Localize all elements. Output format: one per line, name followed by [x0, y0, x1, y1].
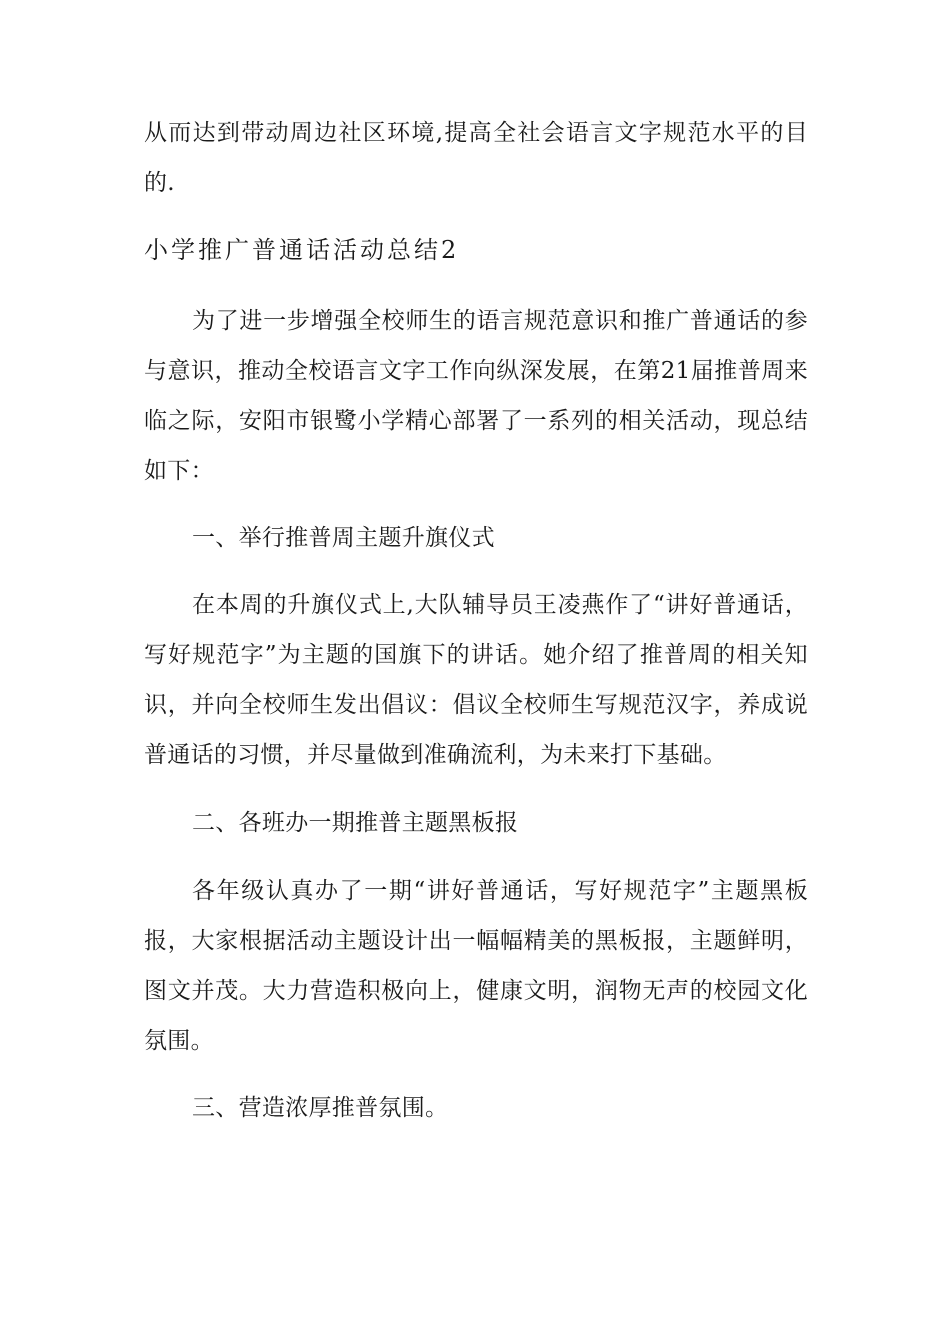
- section-title: 小学推广普通话活动总结2: [144, 236, 460, 264]
- intro-continuation-paragraph: 从而达到带动周边社区环境,提高全社会语言文字规范水平的目的.: [144, 120, 808, 196]
- heading-flag-ceremony: 一、举行推普周主题升旗仪式: [192, 525, 495, 551]
- paragraph-blackboard: 各年级认真办了一期“讲好普通话，写好规范字”主题黑板报，大家根据活动主题设计出一幅幅精美的黑板报，主题鲜明，图文并茂。大力营造积极向上，健康文明，润物无声的校园文化氛围。: [144, 878, 808, 1054]
- paragraph-flag-ceremony: 在本周的升旗仪式上,大队辅导员王凌燕作了“讲好普通话，写好规范字”为主题的国旗下的讲话。她介绍了推普周的相关知识，并向全校师生发出倡议：倡议全校师生写规范汉字，养成说普通话的习惯，并尽量做到准确流利，为未来打下基础。: [144, 592, 808, 768]
- paragraph-intro: 为了进一步增强全校师生的语言规范意识和推广普通话的参与意识，推动全校语言文字工作向纵深发展，在第21届推普周来临之际，安阳市银鹭小学精心部署了一系列的相关活动，现总结如下：: [144, 308, 808, 484]
- heading-atmosphere: 三、营造浓厚推普氛围。: [192, 1095, 449, 1121]
- heading-blackboard: 二、各班办一期推普主题黑板报: [192, 810, 519, 836]
